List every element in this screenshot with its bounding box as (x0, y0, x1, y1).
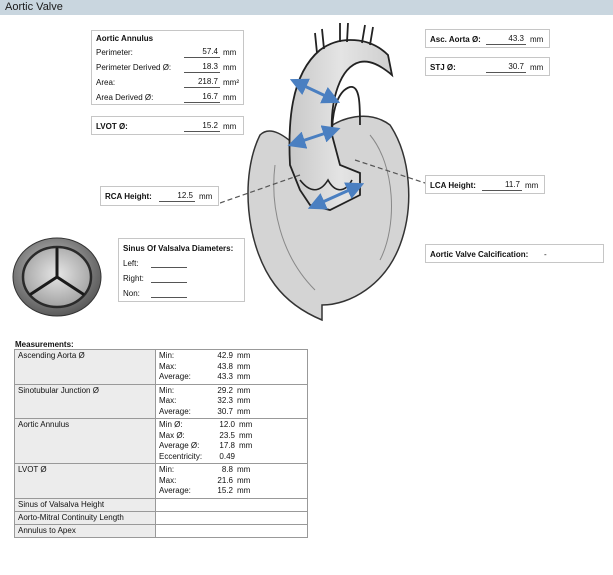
lvot-label: LVOT Ø: (96, 122, 128, 131)
sinus-panel (118, 238, 245, 302)
measurement-stats (156, 350, 308, 385)
lvot-value[interactable]: 15.2 (184, 121, 220, 132)
area-derived-value[interactable]: 16.7 (184, 92, 220, 103)
stat-value: 32.3 (217, 396, 233, 405)
perimeter-derived-label: Perimeter Derived Ø: (96, 63, 172, 72)
measurements-table (14, 349, 308, 538)
stat-unit: mm (237, 351, 251, 360)
table-row (15, 524, 308, 537)
heart-illustration (220, 15, 460, 325)
valve-image (11, 236, 103, 318)
stat-unit: mm (239, 430, 253, 440)
rca-panel (100, 186, 219, 206)
sinus-heading: Sinus Of Valsalva Diameters: (123, 244, 234, 253)
rca-value[interactable]: 12.5 (159, 191, 195, 202)
stj-unit: mm (530, 63, 544, 72)
sinus-left-value[interactable] (151, 259, 187, 268)
stat-value: 8.8 (221, 465, 233, 474)
stat-unit: mm (237, 385, 251, 395)
stat-key: Max: (159, 475, 177, 485)
measurement-stats (156, 524, 308, 537)
table-row (15, 511, 308, 524)
stat-value: 30.7 (217, 406, 233, 416)
perimeter-unit: mm (223, 48, 237, 57)
stat-value: 0.49 (219, 451, 235, 461)
measurement-label: Ascending Aorta Ø (15, 350, 156, 385)
area-value[interactable]: 218.7 (184, 77, 220, 88)
sinus-left-label: Left: (123, 259, 139, 268)
stat-key: Min: (159, 465, 175, 474)
stat-unit: mm (239, 420, 253, 429)
stat-line (159, 420, 304, 431)
lca-unit: mm (525, 181, 539, 190)
stat-line (159, 407, 304, 418)
asc-aorta-unit: mm (530, 35, 544, 44)
rca-unit: mm (199, 192, 213, 201)
measurement-stats (156, 498, 308, 511)
asc-aorta-label: Asc. Aorta Ø: (430, 35, 481, 44)
table-row (15, 350, 308, 385)
calcification-panel (425, 244, 604, 263)
table-row (15, 419, 308, 464)
stat-value: 15.2 (217, 486, 233, 495)
table-row (15, 498, 308, 511)
asc-aorta-value[interactable]: 43.3 (486, 34, 526, 45)
sinus-right-value[interactable] (151, 274, 187, 283)
stat-unit: mm (237, 372, 251, 381)
stat-line (159, 351, 304, 362)
stat-unit: mm (237, 465, 251, 474)
stat-line (159, 396, 304, 407)
stj-value[interactable]: 30.7 (486, 62, 526, 73)
annulus-heading: Aortic Annulus (96, 34, 154, 43)
stat-key: Min: (159, 351, 175, 360)
stat-line (159, 431, 304, 442)
area-unit: mm² (223, 78, 239, 87)
measurement-label: Annulus to Apex (15, 524, 156, 537)
measurement-stats (156, 384, 308, 419)
sinus-right-label: Right: (123, 274, 144, 283)
stat-value: 29.2 (217, 385, 233, 395)
aortic-annulus-panel (91, 30, 244, 105)
measurement-stats (156, 511, 308, 524)
stat-line (159, 362, 304, 373)
stat-key: Average Ø: (159, 441, 200, 450)
stj-panel (425, 57, 550, 76)
stat-key: Average: (159, 486, 191, 495)
measurement-stats (156, 464, 308, 499)
measurement-label: Aorto-Mitral Continuity Length (15, 511, 156, 524)
measurement-label: Sinotubular Junction Ø (15, 384, 156, 419)
area-derived-label: Area Derived Ø: (96, 93, 154, 102)
perimeter-label: Perimeter: (96, 48, 133, 57)
stat-line (159, 465, 304, 476)
stat-value: 23.5 (219, 430, 235, 440)
measurement-label: Sinus of Valsalva Height (15, 498, 156, 511)
stat-unit: mm (237, 475, 251, 485)
measurements-title: Measurements: (15, 340, 74, 349)
window-titlebar (0, 0, 613, 15)
stat-key: Max: (159, 396, 177, 405)
window-title: Aortic Valve (5, 1, 63, 13)
measurement-label: LVOT Ø (15, 464, 156, 499)
stat-value: 12.0 (219, 420, 235, 429)
table-row (15, 464, 308, 499)
lvot-panel (91, 116, 244, 135)
stat-value: 43.8 (217, 361, 233, 371)
lvot-unit: mm (223, 122, 237, 131)
stat-key: Average: (159, 372, 191, 381)
stat-value: 21.6 (217, 475, 233, 485)
stat-unit: mm (237, 361, 251, 371)
perimeter-value[interactable]: 57.4 (184, 47, 220, 58)
lca-label: LCA Height: (430, 181, 476, 190)
stj-label: STJ Ø: (430, 63, 456, 72)
stat-line (159, 441, 304, 452)
stat-line (159, 486, 304, 497)
stat-value: 17.8 (219, 441, 235, 450)
stat-line (159, 372, 304, 383)
stat-unit: mm (237, 396, 251, 405)
measurement-stats (156, 419, 308, 464)
calcification-value: - (544, 250, 547, 259)
stat-key: Max Ø: (159, 430, 185, 440)
measurement-label: Aortic Annulus (15, 419, 156, 464)
stat-line (159, 452, 304, 463)
stat-value: 43.3 (217, 372, 233, 381)
area-derived-unit: mm (223, 93, 237, 102)
sinus-non-value[interactable] (151, 289, 187, 298)
table-row (15, 384, 308, 419)
stat-unit: mm (239, 441, 253, 450)
stat-key: Min Ø: (159, 420, 183, 429)
calcification-label: Aortic Valve Calcification: (430, 250, 529, 259)
perimeter-derived-value[interactable]: 18.3 (184, 62, 220, 73)
lca-panel (425, 175, 545, 194)
rca-label: RCA Height: (105, 192, 152, 201)
stat-key: Max: (159, 361, 177, 371)
area-label: Area: (96, 78, 116, 87)
stat-value: 42.9 (217, 351, 233, 360)
stat-key: Average: (159, 406, 191, 416)
stat-unit: mm (237, 486, 251, 495)
lca-value[interactable]: 11.7 (482, 180, 522, 191)
stat-unit: mm (237, 406, 251, 416)
perimeter-derived-unit: mm (223, 63, 237, 72)
stat-key: Min: (159, 385, 175, 395)
sinus-non-label: Non: (123, 289, 140, 298)
stat-line (159, 476, 304, 487)
stat-key: Eccentricity: (159, 451, 203, 461)
stat-line (159, 386, 304, 397)
asc-aorta-panel (425, 29, 550, 48)
